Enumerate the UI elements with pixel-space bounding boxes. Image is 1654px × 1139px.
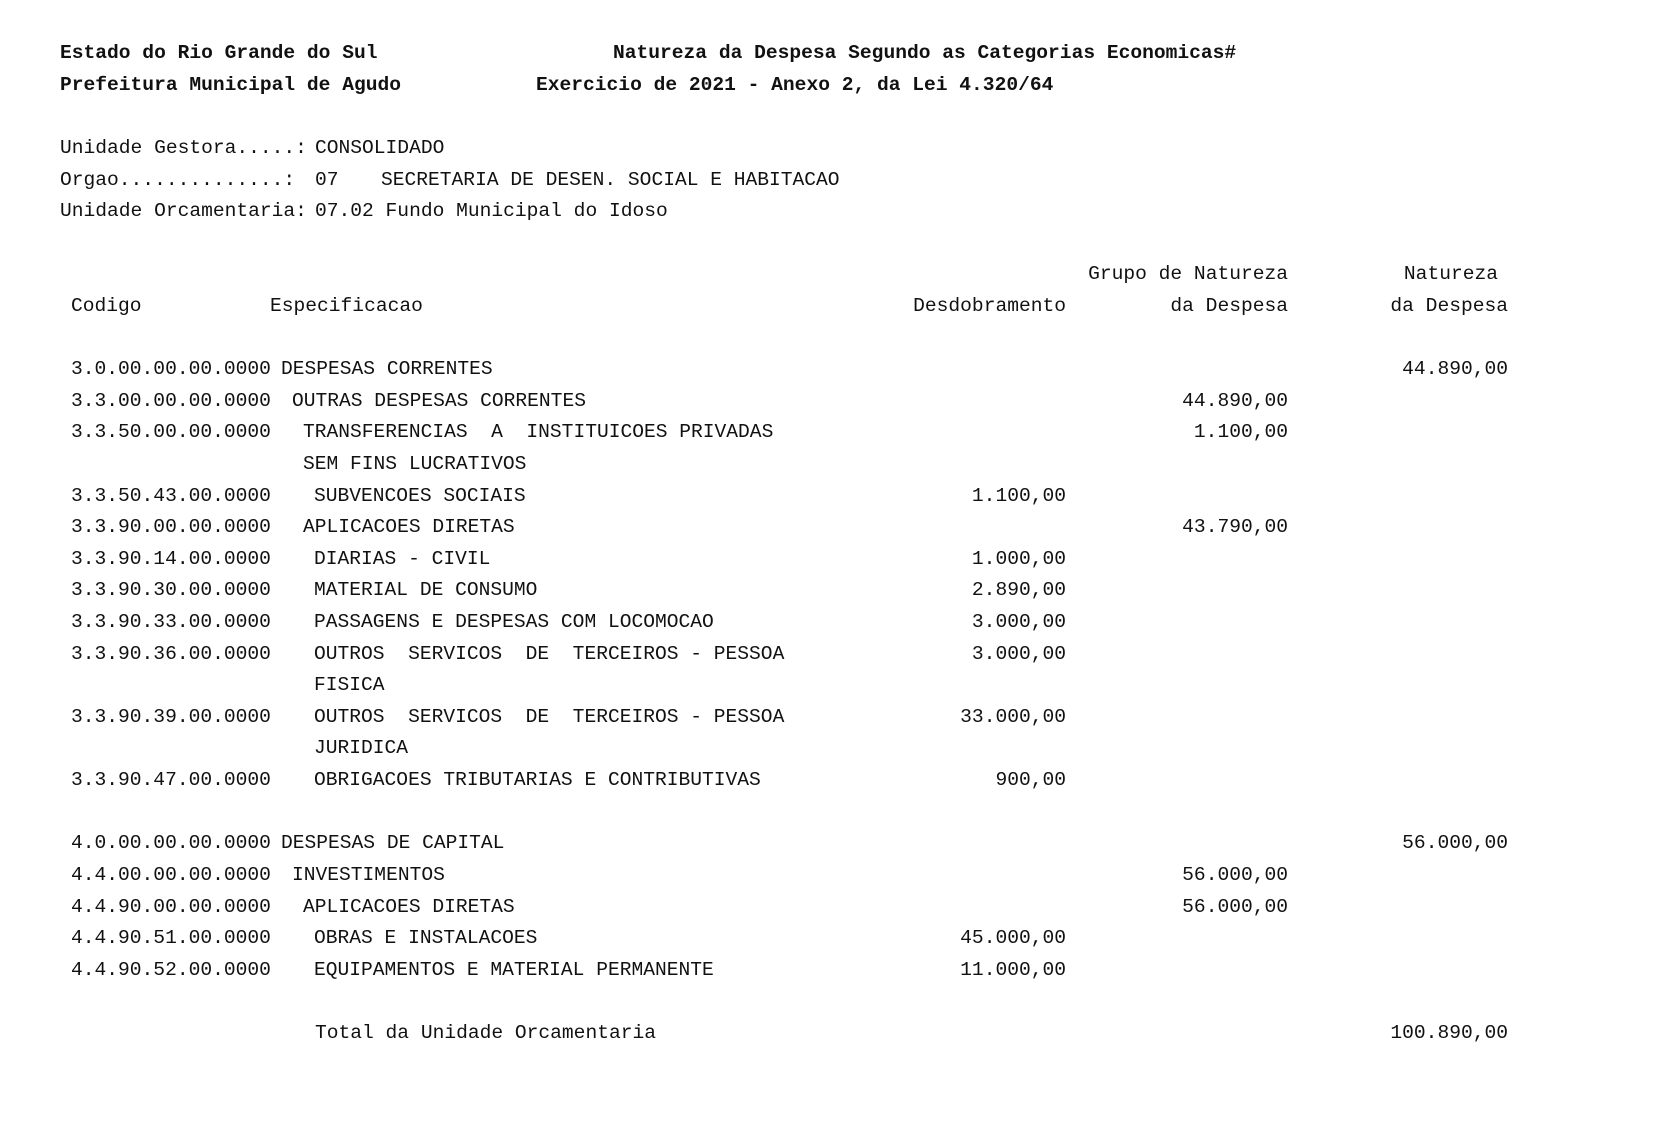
row-specification: APLICACOES DIRETAS	[303, 516, 515, 538]
row-code: 3.3.90.36.00.0000	[71, 643, 271, 665]
column-header-desdobramento: Desdobramento	[913, 295, 1066, 317]
state-name: Estado do Rio Grande do Sul	[60, 42, 378, 64]
orgao-name: SECRETARIA DE DESEN. SOCIAL E HABITACAO	[381, 169, 840, 191]
row-specification: OBRAS E INSTALACOES	[314, 927, 538, 949]
row-natureza: 56.000,00	[1402, 832, 1508, 854]
row-code: 3.3.50.00.00.0000	[71, 421, 271, 443]
row-code: 3.3.90.14.00.0000	[71, 548, 271, 570]
row-specification: EQUIPAMENTOS E MATERIAL PERMANENTE	[314, 959, 714, 981]
unidade-orcamentaria-value: 07.02 Fundo Municipal do Idoso	[315, 200, 668, 222]
row-specification: DESPESAS CORRENTES	[281, 358, 493, 380]
orgao-label: Orgao..............:	[60, 169, 296, 191]
row-specification: OBRIGACOES TRIBUTARIAS E CONTRIBUTIVAS	[314, 769, 761, 791]
row-desdobramento: 45.000,00	[960, 927, 1066, 949]
row-specification: OUTROS SERVICOS DE TERCEIROS - PESSOA	[314, 706, 785, 728]
total-label: Total da Unidade Orcamentaria	[315, 1022, 656, 1044]
column-header-grupo-line2: da Despesa	[1170, 295, 1288, 317]
row-code: 3.3.00.00.00.0000	[71, 390, 271, 412]
row-desdobramento: 1.000,00	[971, 548, 1066, 570]
row-grupo-natureza: 56.000,00	[1182, 864, 1288, 886]
municipality-name: Prefeitura Municipal de Agudo	[60, 74, 401, 96]
row-code: 3.3.90.47.00.0000	[71, 769, 271, 791]
row-desdobramento: 3.000,00	[971, 643, 1066, 665]
row-specification: OUTROS SERVICOS DE TERCEIROS - PESSOA	[314, 643, 785, 665]
report-subtitle: Exercicio de 2021 - Anexo 2, da Lei 4.320/64	[536, 74, 1054, 96]
row-desdobramento: 11.000,00	[960, 959, 1066, 981]
row-specification: TRANSFERENCIAS A INSTITUICOES PRIVADAS	[303, 421, 774, 443]
column-header-natureza-line2: da Despesa	[1390, 295, 1508, 317]
row-code: 4.4.90.51.00.0000	[71, 927, 271, 949]
row-desdobramento: 1.100,00	[971, 485, 1066, 507]
row-specification: APLICACOES DIRETAS	[303, 896, 515, 918]
row-grupo-natureza: 56.000,00	[1182, 896, 1288, 918]
unidade-gestora-label: Unidade Gestora.....:	[60, 137, 307, 159]
row-desdobramento: 2.890,00	[971, 579, 1066, 601]
row-specification: FISICA	[314, 674, 385, 696]
row-code: 4.4.90.52.00.0000	[71, 959, 271, 981]
row-code: 4.0.00.00.00.0000	[71, 832, 271, 854]
row-specification: DESPESAS DE CAPITAL	[281, 832, 505, 854]
row-code: 3.3.90.30.00.0000	[71, 579, 271, 601]
row-specification: PASSAGENS E DESPESAS COM LOCOMOCAO	[314, 611, 714, 633]
orgao-code: 07	[315, 169, 339, 191]
row-specification: INVESTIMENTOS	[292, 864, 445, 886]
row-specification: JURIDICA	[314, 737, 409, 759]
row-code: 3.3.50.43.00.0000	[71, 485, 271, 507]
row-specification: SEM FINS LUCRATIVOS	[303, 453, 527, 475]
unidade-orcamentaria-label: Unidade Orcamentaria:	[60, 200, 307, 222]
row-desdobramento: 900,00	[995, 769, 1066, 791]
row-desdobramento: 3.000,00	[971, 611, 1066, 633]
row-code: 4.4.00.00.00.0000	[71, 864, 271, 886]
row-code: 3.3.90.33.00.0000	[71, 611, 271, 633]
row-specification: SUBVENCOES SOCIAIS	[314, 485, 526, 507]
row-specification: OUTRAS DESPESAS CORRENTES	[292, 390, 586, 412]
row-desdobramento: 33.000,00	[960, 706, 1066, 728]
row-code: 4.4.90.00.00.0000	[71, 896, 271, 918]
column-header-codigo: Codigo	[71, 295, 142, 317]
row-natureza: 44.890,00	[1402, 358, 1508, 380]
column-header-grupo-line1: Grupo de Natureza	[1088, 263, 1288, 285]
row-specification: MATERIAL DE CONSUMO	[314, 579, 538, 601]
total-value: 100.890,00	[1390, 1022, 1508, 1044]
row-code: 3.3.90.39.00.0000	[71, 706, 271, 728]
row-grupo-natureza: 44.890,00	[1182, 390, 1288, 412]
row-grupo-natureza: 1.100,00	[1193, 421, 1288, 443]
report-title: Natureza da Despesa Segundo as Categorias Economicas#	[613, 42, 1237, 64]
unidade-gestora-value: CONSOLIDADO	[315, 137, 445, 159]
column-header-especificacao: Especificacao	[270, 295, 423, 317]
row-grupo-natureza: 43.790,00	[1182, 516, 1288, 538]
column-header-natureza-line1: Natureza	[1403, 263, 1498, 285]
row-code: 3.3.90.00.00.0000	[71, 516, 271, 538]
row-code: 3.0.00.00.00.0000	[71, 358, 271, 380]
row-specification: DIARIAS - CIVIL	[314, 548, 491, 570]
